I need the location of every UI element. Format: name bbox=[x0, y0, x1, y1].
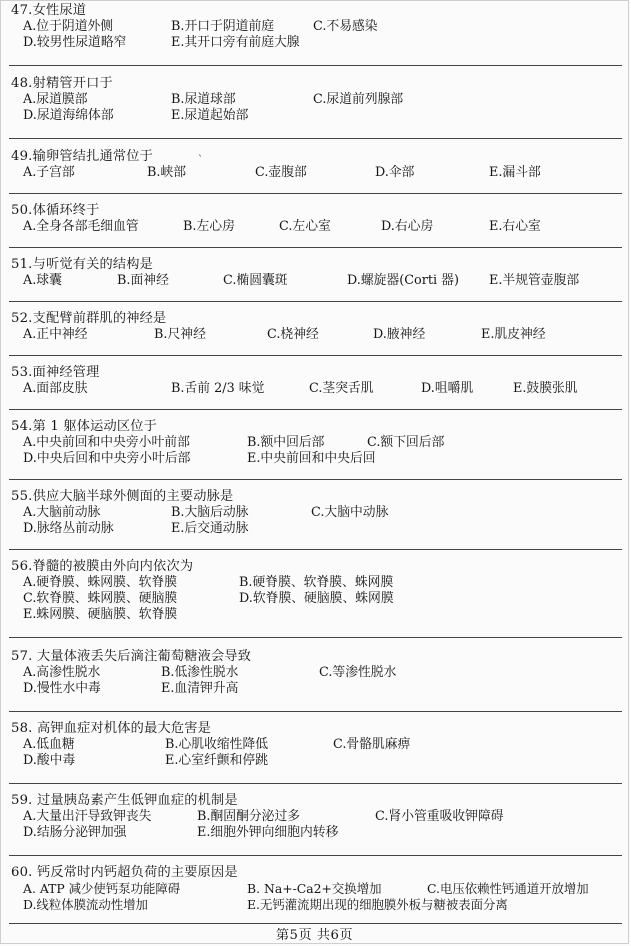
divider-line bbox=[9, 637, 622, 638]
option-b: B.额中回后部 bbox=[247, 435, 325, 450]
option-c: C.额下回后部 bbox=[367, 435, 445, 450]
page-footer: 第5页 共6页 bbox=[275, 928, 354, 943]
option-d: D.线粒体膜流动性增加 bbox=[23, 897, 148, 912]
option-c: C.茎突舌肌 bbox=[309, 381, 374, 396]
option-d: D.咀嚼肌 bbox=[421, 381, 474, 396]
option-a: A.全身各部毛细血管 bbox=[23, 219, 139, 234]
option-row bbox=[11, 108, 622, 124]
option-a: A.硬脊膜、蛛网膜、软脊膜 bbox=[23, 575, 178, 590]
option-row bbox=[11, 881, 622, 897]
option-e: E.心室纤颤和停跳 bbox=[165, 753, 268, 768]
option-d: D.脉络丛前动脉 bbox=[23, 521, 114, 536]
option-e: E.半规管壶腹部 bbox=[489, 273, 580, 288]
option-d: D.结肠分泌钾加强 bbox=[23, 825, 127, 840]
divider-line bbox=[9, 138, 622, 139]
option-a: A.球囊 bbox=[23, 273, 62, 288]
question-52 bbox=[11, 311, 622, 343]
option-row bbox=[11, 737, 622, 753]
question-stem: 60. 钙反常时内钙超负荷的主要原因是 bbox=[11, 865, 238, 880]
option-b: B.酮固酮分泌过多 bbox=[197, 809, 301, 824]
question-stem: 49.输卵管结扎通常位于 bbox=[11, 149, 154, 164]
option-row bbox=[11, 92, 622, 108]
option-b: B.峡部 bbox=[147, 165, 187, 180]
divider-line bbox=[9, 711, 622, 712]
question-stem: 47.女性尿道 bbox=[11, 3, 87, 18]
option-a: A.尿道膜部 bbox=[23, 92, 88, 107]
option-c: C.大脑中动脉 bbox=[311, 505, 389, 520]
question-stem: 59. 过量胰岛素产生低钾血症的机制是 bbox=[11, 793, 238, 808]
option-a: A.面部皮肤 bbox=[23, 381, 88, 396]
question-stem: 56.脊髓的被膜由外向内依次为 bbox=[11, 559, 194, 574]
option-e: E.其开口旁有前庭大腺 bbox=[171, 35, 300, 50]
option-c: C.左心室 bbox=[279, 219, 331, 234]
option-e: E.后交通动脉 bbox=[171, 521, 249, 536]
option-e: E.无钙灌流期出现的细胞膜外板与糖被表面分离 bbox=[247, 897, 508, 912]
option-d: D.螺旋器(Corti 器) bbox=[347, 273, 459, 288]
option-d: D.尿道海绵体部 bbox=[23, 108, 114, 123]
option-row bbox=[11, 607, 622, 623]
option-b: B.尺神经 bbox=[154, 327, 206, 342]
option-row bbox=[11, 327, 622, 343]
option-d: D.酸中毒 bbox=[23, 753, 76, 768]
option-c: C.肾小管重吸收钾障碍 bbox=[375, 809, 504, 824]
option-b: B.低渗性脱水 bbox=[161, 665, 239, 680]
option-b: B.大脑后动脉 bbox=[171, 505, 249, 520]
option-a: A.低血糖 bbox=[23, 737, 75, 752]
option-a: A.正中神经 bbox=[23, 327, 88, 342]
option-row bbox=[11, 35, 622, 51]
divider-line bbox=[9, 855, 622, 856]
option-e: E.肌皮神经 bbox=[481, 327, 546, 342]
divider-line bbox=[9, 301, 622, 302]
option-e: E.右心室 bbox=[489, 219, 541, 234]
divider-line bbox=[9, 549, 622, 550]
question-stem: 53.面神经管理 bbox=[11, 365, 100, 380]
option-d: D.软脊膜、硬脑膜、蛛网膜 bbox=[239, 591, 394, 606]
option-c: C.软脊膜、蛛网膜、硬脑膜 bbox=[23, 591, 178, 606]
option-a: A.大脑前动脉 bbox=[23, 505, 101, 520]
option-c: C.电压依赖性钙通道开放增加 bbox=[427, 881, 589, 896]
option-d: D.右心房 bbox=[381, 219, 434, 234]
option-e: E.尿道起始部 bbox=[171, 108, 249, 123]
option-row bbox=[11, 273, 622, 289]
option-b: B.开口于阴道前庭 bbox=[171, 19, 275, 34]
option-a: A.大量出汗导致钾丧失 bbox=[23, 809, 152, 824]
option-row bbox=[11, 381, 622, 397]
divider-line bbox=[9, 193, 622, 194]
option-a: A.位于阴道外侧 bbox=[23, 19, 114, 34]
question-stem: 55.供应大脑半球外侧面的主要动脉是 bbox=[11, 489, 234, 504]
divider-line bbox=[9, 409, 622, 410]
question-stem: 50.体循环终于 bbox=[11, 203, 100, 218]
option-row bbox=[11, 753, 622, 769]
option-row bbox=[11, 521, 622, 537]
option-row bbox=[11, 591, 622, 607]
question-56 bbox=[11, 559, 622, 623]
option-a: A.子宫部 bbox=[23, 165, 75, 180]
option-c: C.骨骼肌麻痹 bbox=[333, 737, 411, 752]
option-row bbox=[11, 575, 622, 591]
option-c: C.等渗性脱水 bbox=[319, 665, 397, 680]
option-row bbox=[11, 435, 622, 451]
question-57 bbox=[11, 649, 622, 697]
option-c: C.桡神经 bbox=[267, 327, 319, 342]
question-59 bbox=[11, 793, 622, 841]
option-row bbox=[11, 681, 622, 697]
option-b: B.心肌收缩性降低 bbox=[165, 737, 269, 752]
question-51 bbox=[11, 257, 622, 289]
question-stem: 57. 大量体液丢失后滴注葡萄糖液会导致 bbox=[11, 649, 252, 664]
option-c: C.壶腹部 bbox=[255, 165, 307, 180]
option-b: B.左心房 bbox=[183, 219, 235, 234]
question-stem: 52.支配臂前群肌的神经是 bbox=[11, 311, 167, 326]
option-e: E.中央前回和中央后回 bbox=[247, 451, 376, 466]
question-60 bbox=[11, 865, 622, 913]
question-49 bbox=[11, 149, 622, 181]
option-b: B. Na+-Ca2+交换增加 bbox=[247, 881, 382, 896]
option-b: B.舌前 2/3 味觉 bbox=[171, 381, 265, 396]
question-stem: 51.与听觉有关的结构是 bbox=[11, 257, 154, 272]
option-row bbox=[11, 19, 622, 35]
option-a: A.中央前回和中央旁小叶前部 bbox=[23, 435, 190, 450]
divider-line bbox=[9, 923, 622, 924]
question-stem: 48.射精管开口于 bbox=[11, 76, 113, 91]
option-e: E.鼓膜张肌 bbox=[513, 381, 578, 396]
question-47 bbox=[11, 3, 622, 51]
option-row bbox=[11, 825, 622, 841]
option-row bbox=[11, 505, 622, 521]
scan-speck: ` bbox=[198, 155, 203, 166]
option-b: B.尿道球部 bbox=[171, 92, 236, 107]
question-50 bbox=[11, 203, 622, 235]
divider-line bbox=[9, 65, 622, 66]
option-row bbox=[11, 809, 622, 825]
question-54 bbox=[11, 419, 622, 467]
option-e: E.蛛网膜、硬脑膜、软脊膜 bbox=[23, 607, 178, 622]
option-c: C.椭圆囊斑 bbox=[223, 273, 288, 288]
question-58 bbox=[11, 721, 622, 769]
option-e: E.细胞外钾向细胞内转移 bbox=[197, 825, 339, 840]
option-d: D.慢性水中毒 bbox=[23, 681, 101, 696]
option-d: D.伞部 bbox=[375, 165, 415, 180]
question-stem: 58. 高钾血症对机体的最大危害是 bbox=[11, 721, 212, 736]
option-b: B.硬脊膜、软脊膜、蛛网膜 bbox=[239, 575, 394, 590]
option-a: A. ATP 减少使钙泵功能障碍 bbox=[23, 881, 181, 896]
option-d: D.中央后回和中央旁小叶后部 bbox=[23, 451, 191, 466]
option-row bbox=[11, 219, 622, 235]
option-c: C.不易感染 bbox=[313, 19, 378, 34]
option-e: E.漏斗部 bbox=[489, 165, 541, 180]
divider-line bbox=[9, 355, 622, 356]
divider-line bbox=[9, 479, 622, 480]
option-c: C.尿道前列腺部 bbox=[313, 92, 404, 107]
option-row bbox=[11, 165, 622, 181]
option-b: B.面神经 bbox=[117, 273, 169, 288]
question-55 bbox=[11, 489, 622, 537]
option-d: D.腋神经 bbox=[373, 327, 426, 342]
question-53 bbox=[11, 365, 622, 397]
option-e: E.血清钾升高 bbox=[161, 681, 239, 696]
question-stem: 54.第 1 躯体运动区位于 bbox=[11, 419, 158, 434]
option-row bbox=[11, 897, 622, 913]
question-48 bbox=[11, 76, 622, 124]
option-a: A.高渗性脱水 bbox=[23, 665, 101, 680]
divider-line bbox=[9, 247, 622, 248]
option-row bbox=[11, 665, 622, 681]
divider-line bbox=[9, 783, 622, 784]
option-row bbox=[11, 451, 622, 467]
option-d: D.较男性尿道略窄 bbox=[23, 35, 127, 50]
